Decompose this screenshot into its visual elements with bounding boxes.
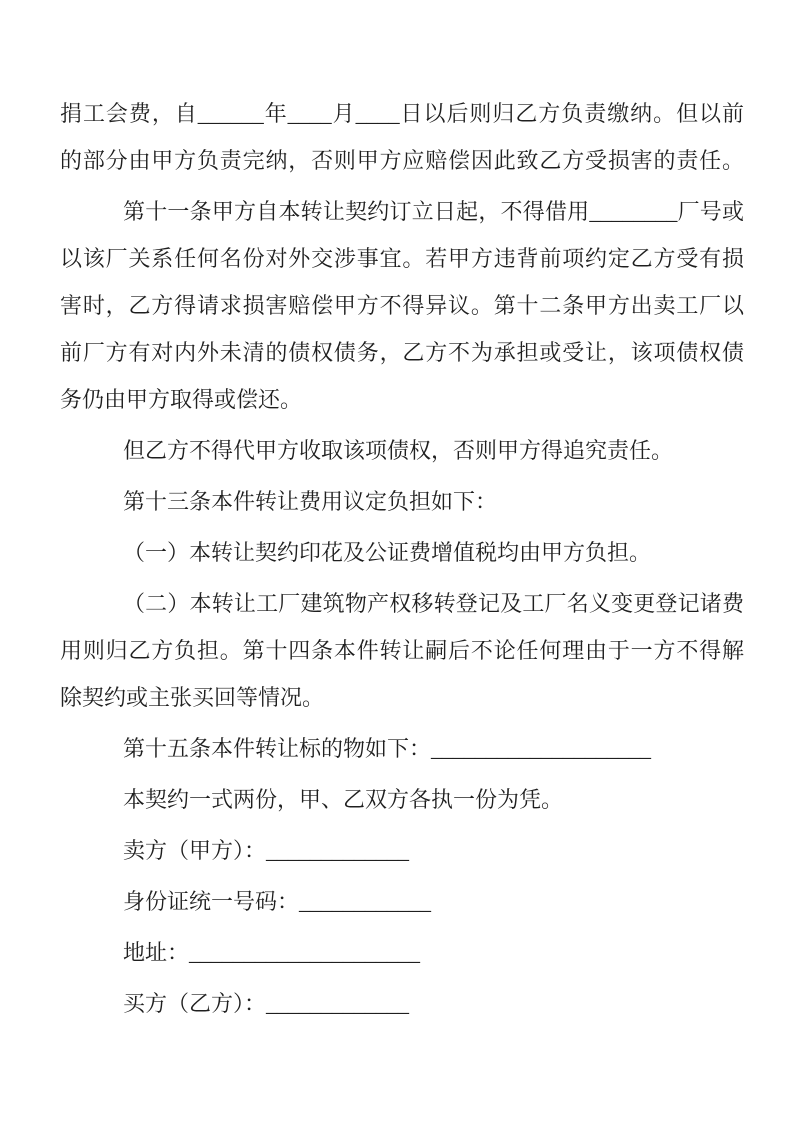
paragraph — [60, 929, 744, 976]
buyer-signature-line: 买方（乙方）：_____________ — [123, 991, 410, 1016]
paragraph — [60, 529, 744, 576]
id-number-line: 身份证统一号码：____________ — [123, 889, 432, 914]
document-line: 用则归乙方负担。第十四条本件转让嗣后不论任何理由于一方不得解 — [60, 638, 744, 663]
paragraph — [60, 980, 744, 1027]
document-line: 第十三条本件转让费用议定负担如下： — [123, 489, 498, 514]
paragraph — [60, 725, 744, 772]
seller-signature-line: 卖方（甲方）：_____________ — [123, 838, 410, 863]
document-line: 务仍由甲方取得或偿还。 — [60, 387, 303, 412]
document-line: 本契约一式两份，甲、乙双方各执一份为凭。 — [123, 787, 564, 812]
paragraph — [60, 827, 744, 874]
document-line: 以该厂关系任何名份对外交涉事宜。若甲方违背前项约定乙方受有损 — [60, 246, 744, 271]
contract-body — [60, 90, 744, 1027]
document-line: 除契约或主张买回等情况。 — [60, 685, 325, 710]
document-line: 捐工会费，自______年____月____日以后则归乙方负责缴纳。但以前 — [60, 101, 744, 126]
paragraph — [60, 90, 744, 184]
document-line: 但乙方不得代甲方收取该项债权，否则甲方得追究责任。 — [123, 438, 674, 463]
address-line: 地址：_____________________ — [123, 940, 421, 965]
document-line: 前厂方有对内外未清的债权债务，乙方不为承担或受让，该项债权债 — [60, 340, 744, 365]
paragraph — [60, 478, 744, 525]
document-line: 第十一条甲方自本转让契约订立日起，不得借用________厂号或 — [123, 199, 744, 224]
document-line: 的部分由甲方负责完纳，否则甲方应赔偿因此致乙方受损害的责任。 — [60, 148, 744, 173]
document-line: 害时，乙方得请求损害赔偿甲方不得异议。第十二条甲方出卖工厂以 — [60, 293, 744, 318]
paragraph — [60, 878, 744, 925]
paragraph — [60, 427, 744, 474]
document-line: （一）本转让契约印花及公证费增值税均由甲方负担。 — [123, 540, 652, 565]
paragraph — [60, 776, 744, 823]
paragraph — [60, 188, 744, 423]
document-line: （二）本转让工厂建筑物产权移转登记及工厂名义变更登记诸费 — [123, 591, 744, 616]
paragraph — [60, 580, 744, 721]
fill-in-line: 第十五条本件转让标的物如下：____________________ — [123, 736, 652, 761]
